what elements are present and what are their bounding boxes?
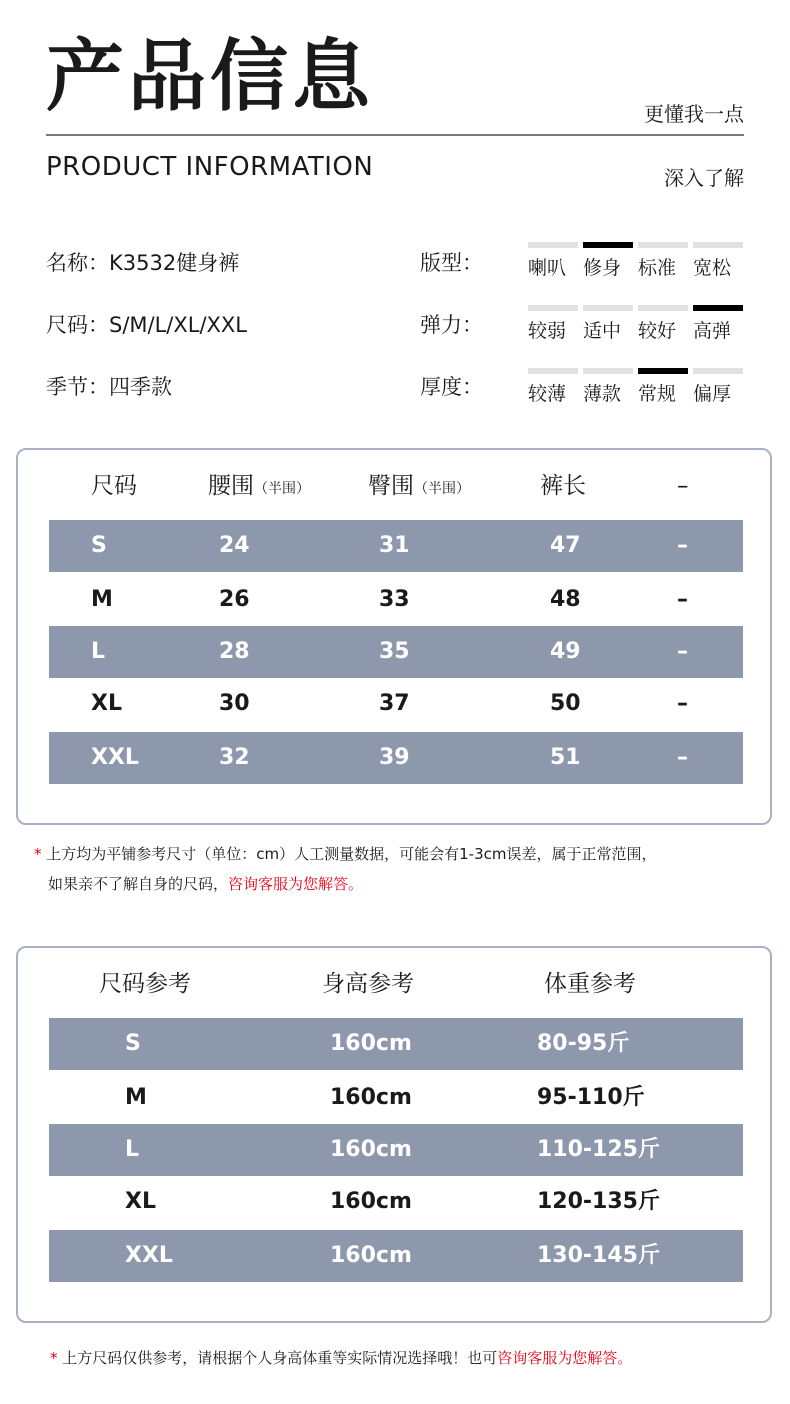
table-row: XL 30 37 50 – [91, 691, 688, 716]
page-subtitle-en: PRODUCT INFORMATION [46, 152, 374, 182]
fit-option-loose: 宽松 [693, 242, 743, 280]
elastic-option-good: 较好 [638, 305, 688, 343]
table-row: L 160cm 110-125斤 [49, 1124, 743, 1176]
table-row: L 28 35 49 – [49, 626, 743, 678]
product-sizes: 尺码：S/M/L/XL/XXL [46, 313, 248, 337]
table-row: XXL 160cm 130-145斤 [49, 1230, 743, 1282]
elastic-option-weak: 较弱 [528, 305, 578, 343]
measurement-note: * 上方均为平铺参考尺寸（单位：cm）人工测量数据，可能会有1-3cm误差，属于正常范围， 如果亲不了解自身的尺码，咨询客服为您解答。 [34, 845, 657, 893]
table-row: M 26 33 48 – [91, 587, 688, 612]
thick-option-thin: 较薄 [528, 368, 578, 406]
fit-option-slim: 修身 [583, 242, 633, 280]
header-size: 尺码 [91, 473, 137, 499]
table-row: XL 160cm 120-135斤 [125, 1189, 660, 1214]
note-star: * [34, 845, 42, 863]
header-height-ref: 身高参考 [322, 971, 414, 997]
header-divider [46, 134, 744, 136]
table-header-row [49, 958, 743, 1010]
thick-option-thick: 偏厚 [693, 368, 743, 406]
header-weight-ref: 体重参考 [544, 971, 636, 997]
product-name: 名称：K3532健身裤 [46, 251, 240, 275]
elastic-option-medium: 适中 [583, 305, 633, 343]
table-row: XXL 32 39 51 – [49, 732, 743, 784]
header-extra: – [677, 473, 689, 499]
contact-service-link[interactable]: 咨询客服为您解答。 [497, 1349, 633, 1367]
table-row: S 160cm 80-95斤 [49, 1018, 743, 1070]
attribute-label: 版型： [420, 251, 483, 275]
reference-note: * 上方尺码仅供参考，请根据个人身高体重等实际情况选择哦！也可咨询客服为您解答。 [50, 1349, 633, 1367]
note-star: * [50, 1349, 58, 1367]
attribute-label: 弹力： [420, 313, 483, 337]
attribute-label: 厚度： [420, 375, 483, 399]
fit-option-standard: 标准 [638, 242, 688, 280]
tagline-secondary: 深入了解 [664, 166, 744, 190]
table-row: S 24 31 47 – [49, 520, 743, 572]
tagline-primary: 更懂我一点 [644, 102, 744, 126]
product-season: 季节：四季款 [46, 375, 172, 399]
header-hip: 臀围（半围） [368, 473, 470, 499]
header-size-ref: 尺码参考 [99, 971, 191, 997]
contact-service-link[interactable]: 咨询客服为您解答。 [228, 875, 364, 893]
header-waist: 腰围（半围） [208, 473, 310, 499]
table-row: M 160cm 95-110斤 [125, 1085, 645, 1110]
elastic-option-high: 高弹 [693, 305, 743, 343]
fit-option-flare: 喇叭 [528, 242, 578, 280]
table-header-row [49, 460, 743, 512]
page-title: 产品信息 [46, 32, 375, 122]
thick-option-regular: 常规 [638, 368, 688, 406]
thick-option-light: 薄款 [583, 368, 633, 406]
header-length: 裤长 [540, 473, 586, 499]
